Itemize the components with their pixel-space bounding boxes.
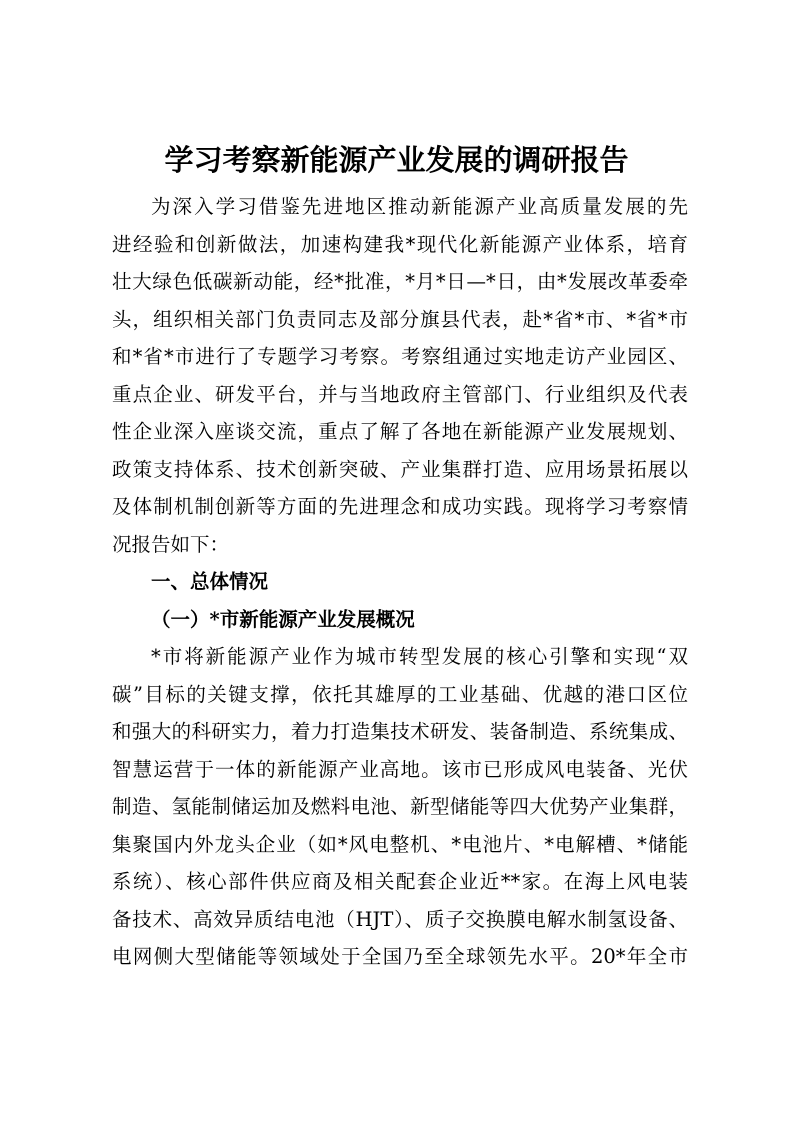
text-line: 集聚国内外龙头企业（如*风电整机、*电池片、*电解槽、*储能	[112, 832, 688, 856]
text-line: 备技术、高效异质结电池（HJT）、质子交换膜电解水制氢设备、	[112, 907, 688, 931]
intro-paragraph	[112, 188, 688, 563]
document-body	[112, 188, 688, 976]
text-line: 重点企业、研发平台，并与当地政府主管部门、行业组织及代表	[112, 382, 688, 406]
text-line: 性企业深入座谈交流，重点了解了各地在新能源产业发展规划、	[112, 420, 688, 443]
text-line: 进经验和创新做法，加速构建我*现代化新能源产业体系，培育	[112, 232, 688, 256]
text-line: *市将新能源产业作为城市转型发展的核心引擎和实现“双	[151, 645, 688, 668]
text-line: 系统）、核心部件供应商及相关配套企业近**家。在海上风电装	[112, 870, 688, 893]
text-line: 况报告如下：	[112, 532, 230, 556]
text-line: 和强大的科研实力，着力打造集技术研发、装备制造、系统集成、	[112, 720, 688, 743]
text-line: 和*省*市进行了专题学习考察。考察组通过实地走访产业园区、	[112, 345, 688, 368]
subsection-heading: （一）*市新能源产业发展概况	[151, 607, 415, 631]
section-heading: 一、总体情况	[151, 570, 269, 593]
text-line: 智慧运营于一体的新能源产业高地。该市已形成风电装备、光伏	[112, 757, 688, 781]
text-line: 为深入学习借鉴先进地区推动新能源产业高质量发展的先	[151, 195, 688, 218]
text-line: 壮大绿色低碳新动能，经*批准，*月*日—*日，由*发展改革委牵	[112, 270, 688, 293]
text-line: 制造、氢能制储运加及燃料电池、新型储能等四大优势产业集群，	[112, 795, 688, 818]
document-title: 学习考察新能源产业发展的调研报告	[164, 143, 629, 177]
text-line: 政策支持体系、技术创新突破、产业集群打造、应用场景拓展以	[112, 457, 688, 481]
text-line: 电网侧大型储能等领域处于全国乃至全球领先水平。20*年全市	[112, 945, 688, 968]
text-line: 头，组织相关部门负责同志及部分旗县代表，赴*省*市、*省*市	[112, 307, 688, 331]
text-line: 及体制机制创新等方面的先进理念和成功实践。现将学习考察情	[112, 495, 688, 518]
text-line: 碳”目标的关键支撑，依托其雄厚的工业基础、优越的港口区位	[112, 682, 688, 706]
subsection-paragraph	[112, 638, 688, 976]
